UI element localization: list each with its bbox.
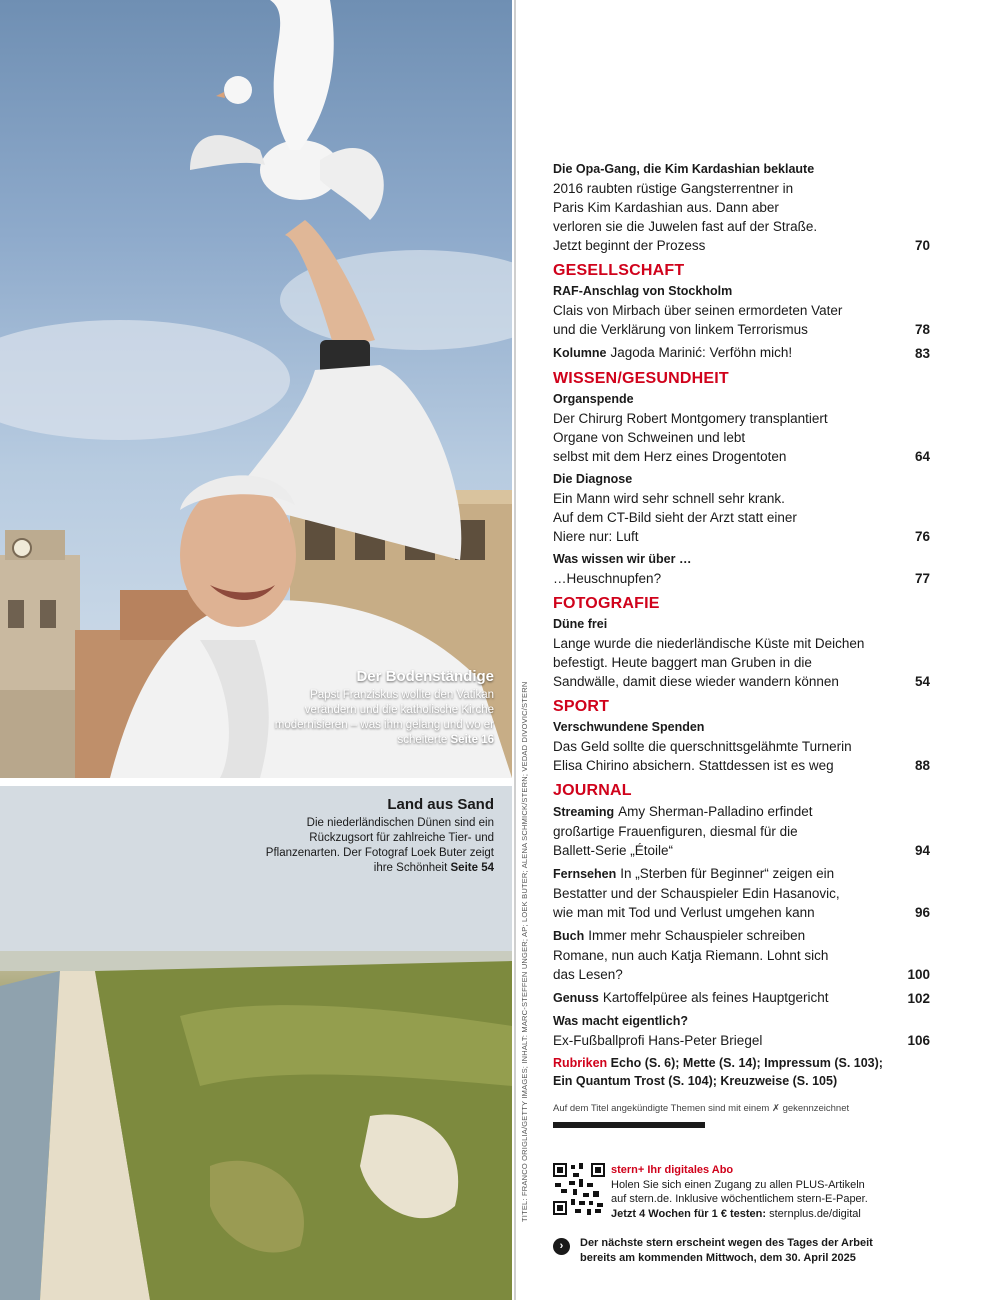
toc-entry-opa-gang[interactable]: [553, 160, 930, 255]
toc-entry-line: Bestatter und der Schauspieler Edin Hasanovic,: [553, 886, 840, 901]
toc-entry-line: Sandwälle, damit diese wieder wandern können: [553, 674, 839, 689]
toc-entry-line: wie man mit Tod und Verlust umgehen kann: [553, 905, 815, 920]
qr-code-icon[interactable]: [553, 1163, 605, 1215]
toc-entry-line: Amy Sherman-Palladino erfindet: [618, 804, 813, 819]
toc-entry-line: In „Sterben für Beginner“ zeigen ein: [620, 866, 835, 881]
abo-cta: Jetzt 4 Wochen für 1 € testen:: [611, 1207, 767, 1220]
toc-entry-line: 2016 raubten rüstige Gangsterrentner in: [553, 181, 794, 196]
toc-entry-duene-frei[interactable]: [553, 615, 930, 691]
toc-entry-line: befestigt. Heute baggert man Gruben in die: [553, 655, 812, 670]
toc-entry-line: großartige Frauenfiguren, diesmal für die: [553, 824, 798, 839]
toc-entry-spenden[interactable]: [553, 718, 930, 775]
toc-entry-line: Jetzt beginnt der Prozess: [553, 238, 706, 253]
toc-entry-was-wissen-wir[interactable]: [553, 550, 930, 588]
toc-entry-line: Niere nur: Luft: [553, 529, 639, 544]
toc-entry-line: Ex-Fußballprofi Hans-Peter Briegel: [553, 1033, 763, 1048]
toc-entry-line: Jagoda Marinić: Verföhn mich!: [610, 345, 793, 360]
section-heading-wissen: WISSEN/GESUNDHEIT: [553, 370, 729, 387]
divider-bar: [553, 1122, 705, 1128]
dunes-caption: [244, 796, 494, 876]
photo-gap: [0, 778, 512, 786]
toc-entry-kolumne[interactable]: [553, 343, 930, 363]
toc-page-number[interactable]: 70: [914, 238, 930, 253]
cover-topics-note: Auf dem Titel angekündigte Themen sind mit einem ✗ gekennzeichnet: [553, 1103, 850, 1114]
toc-page-number[interactable]: 77: [914, 571, 930, 586]
rubriken: [553, 1054, 930, 1090]
dunes-caption-body: Die niederländischen Dünen sind ein Rückzugsort für zahlreiche Tier- und Pflanzenarten. Der Fotograf Loek Buter zeigt ihre Schönheit: [265, 817, 494, 874]
toc-page-number[interactable]: 100: [907, 967, 930, 982]
toc-page-number[interactable]: 54: [914, 674, 930, 689]
abo-text: [611, 1163, 941, 1221]
toc-entry-line: Das Geld sollte die querschnittsgelähmte Turnerin: [553, 739, 852, 754]
toc-page-number[interactable]: 78: [914, 322, 930, 337]
pope-caption-title: Der Bodenständige: [356, 668, 494, 685]
section-heading-sport: SPORT: [553, 698, 610, 715]
abo-url-link[interactable]: sternplus.de/digital: [769, 1207, 861, 1220]
toc-entry-was-macht-eigentlich[interactable]: [553, 1012, 930, 1050]
dunes-caption-title: Land aus Sand: [387, 796, 494, 813]
rubriken-line: Ein Quantum Trost (S. 104); Kreuzweise (S. 105): [553, 1074, 838, 1088]
toc-entry-title: Die Opa-Gang, die Kim Kardashian beklaute: [553, 162, 815, 176]
toc-entry-line: Romane, nun auch Katja Riemann. Lohnt sich: [553, 948, 829, 963]
toc-entry-line: Clais von Mirbach über seinen ermordeten Vater: [553, 303, 843, 318]
toc-entry-line: Paris Kim Kardashian aus. Dann aber: [553, 200, 779, 215]
toc-entry-raf[interactable]: [553, 282, 930, 339]
abo-line: Holen Sie sich einen Zugang zu allen PLUS-Artikeln: [611, 1178, 865, 1191]
section-heading-journal: JOURNAL: [553, 782, 632, 799]
toc-entry-diagnose[interactable]: [553, 470, 930, 546]
rubriken-label: Rubriken: [553, 1056, 608, 1070]
abo-line: auf stern.de. Inklusive wöchentlichem stern-E-Paper.: [611, 1193, 868, 1205]
toc-entry-line: Der Chirurg Robert Montgomery transplantiert: [553, 411, 828, 426]
toc-entry-line: selbst mit dem Herz eines Drogentoten: [553, 449, 787, 464]
section-heading-fotografie: FOTOGRAFIE: [553, 595, 660, 612]
toc-entry-organspende[interactable]: [553, 390, 930, 466]
dunes-photo: [0, 786, 512, 1300]
toc-page-number[interactable]: 96: [914, 905, 930, 920]
toc-entry-label: Kolumne: [553, 346, 607, 360]
toc-entry-line: verloren sie die Juwelen fast auf der Straße.: [553, 219, 818, 234]
toc-entry-title: RAF-Anschlag von Stockholm: [553, 284, 733, 298]
dunes-caption-page[interactable]: Seite 54: [450, 862, 494, 874]
photo-credit: TITEL: FRANCO ORIGLIA/GETTY IMAGES; INHALT: MARC-STEFFEN UNGER; AP; LOEK BUTER; ALENA SCHMICK/STERN; VEDAD DIVOVIC/STERN: [520, 681, 529, 1222]
toc-page-number[interactable]: 94: [914, 843, 930, 858]
arrow-right-icon: ›: [553, 1238, 570, 1255]
toc-entry-line: Auf dem CT-Bild sieht der Arzt statt einer: [553, 510, 797, 525]
rubriken-line: Echo (S. 6); Mette (S. 14); Impressum (S. 103);: [610, 1056, 883, 1070]
toc-entry-line: Immer mehr Schauspieler schreiben: [588, 928, 806, 943]
toc-page-number[interactable]: 64: [914, 449, 930, 464]
section-heading-gesellschaft: GESELLSCHAFT: [553, 262, 685, 279]
pope-caption: [264, 668, 494, 748]
toc-entry-line: Organe von Schweinen und lebt: [553, 430, 746, 445]
toc-entry-label: Fernsehen: [553, 867, 617, 881]
toc-entry-line: …Heuschnupfen?: [553, 571, 662, 586]
toc-entry-buch[interactable]: [553, 926, 930, 984]
toc-entry-line: und die Verklärung von linkem Terrorismus: [553, 322, 808, 337]
toc-entry-line: Kartoffelpüree als feines Hauptgericht: [602, 990, 829, 1005]
pope-photo: [0, 0, 512, 778]
toc-entry-title: Verschwundene Spenden: [553, 720, 705, 734]
toc-page-number[interactable]: 83: [914, 346, 930, 361]
toc-entry-label: Streaming: [553, 805, 615, 819]
toc-entry-line: das Lesen?: [553, 967, 623, 982]
toc-entry-line: Ballett-Serie „Étoile“: [553, 843, 674, 858]
toc-entry-streaming[interactable]: [553, 802, 930, 860]
toc-entry-label: Genuss: [553, 991, 599, 1005]
toc-entry-title: Was wissen wir über …: [553, 552, 692, 566]
next-issue-line: Der nächste stern erscheint wegen des Tages der Arbeit: [580, 1237, 873, 1249]
toc-entry-title: Düne frei: [553, 617, 608, 631]
toc-entry-fernsehen[interactable]: [553, 864, 930, 922]
table-of-contents: [553, 160, 930, 1090]
toc-entry-genuss[interactable]: [553, 988, 930, 1008]
next-issue-line: bereits am kommenden Mittwoch, dem 30. April 2025: [580, 1251, 856, 1264]
toc-entry-line: Lange wurde die niederländische Küste mit Deichen: [553, 636, 865, 651]
toc-page-number[interactable]: 76: [914, 529, 930, 544]
toc-page-number[interactable]: 106: [907, 1033, 930, 1048]
column-divider: [514, 0, 516, 1300]
toc-entry-label: Buch: [553, 929, 585, 943]
toc-entry-title: Was macht eigentlich?: [553, 1014, 688, 1028]
pope-caption-body: Papst Franziskus wollte den Vatikan verändern und die katholische Kirche modernisieren – was ihm gelang und wo er scheiterte: [274, 689, 494, 746]
toc-entry-line: Ein Mann wird sehr schnell sehr krank.: [553, 491, 785, 506]
pope-caption-page[interactable]: Seite 16: [450, 734, 494, 746]
abo-heading: stern+ Ihr digitales Abo: [611, 1164, 734, 1176]
toc-page-number[interactable]: 88: [914, 758, 930, 773]
toc-entry-title: Organspende: [553, 392, 634, 406]
toc-entry-line: Elisa Chirino absichern. Stattdessen ist es weg: [553, 758, 834, 773]
toc-entry-title: Die Diagnose: [553, 472, 633, 486]
pope-illustration: [0, 0, 512, 778]
toc-page-number[interactable]: 102: [907, 991, 930, 1006]
